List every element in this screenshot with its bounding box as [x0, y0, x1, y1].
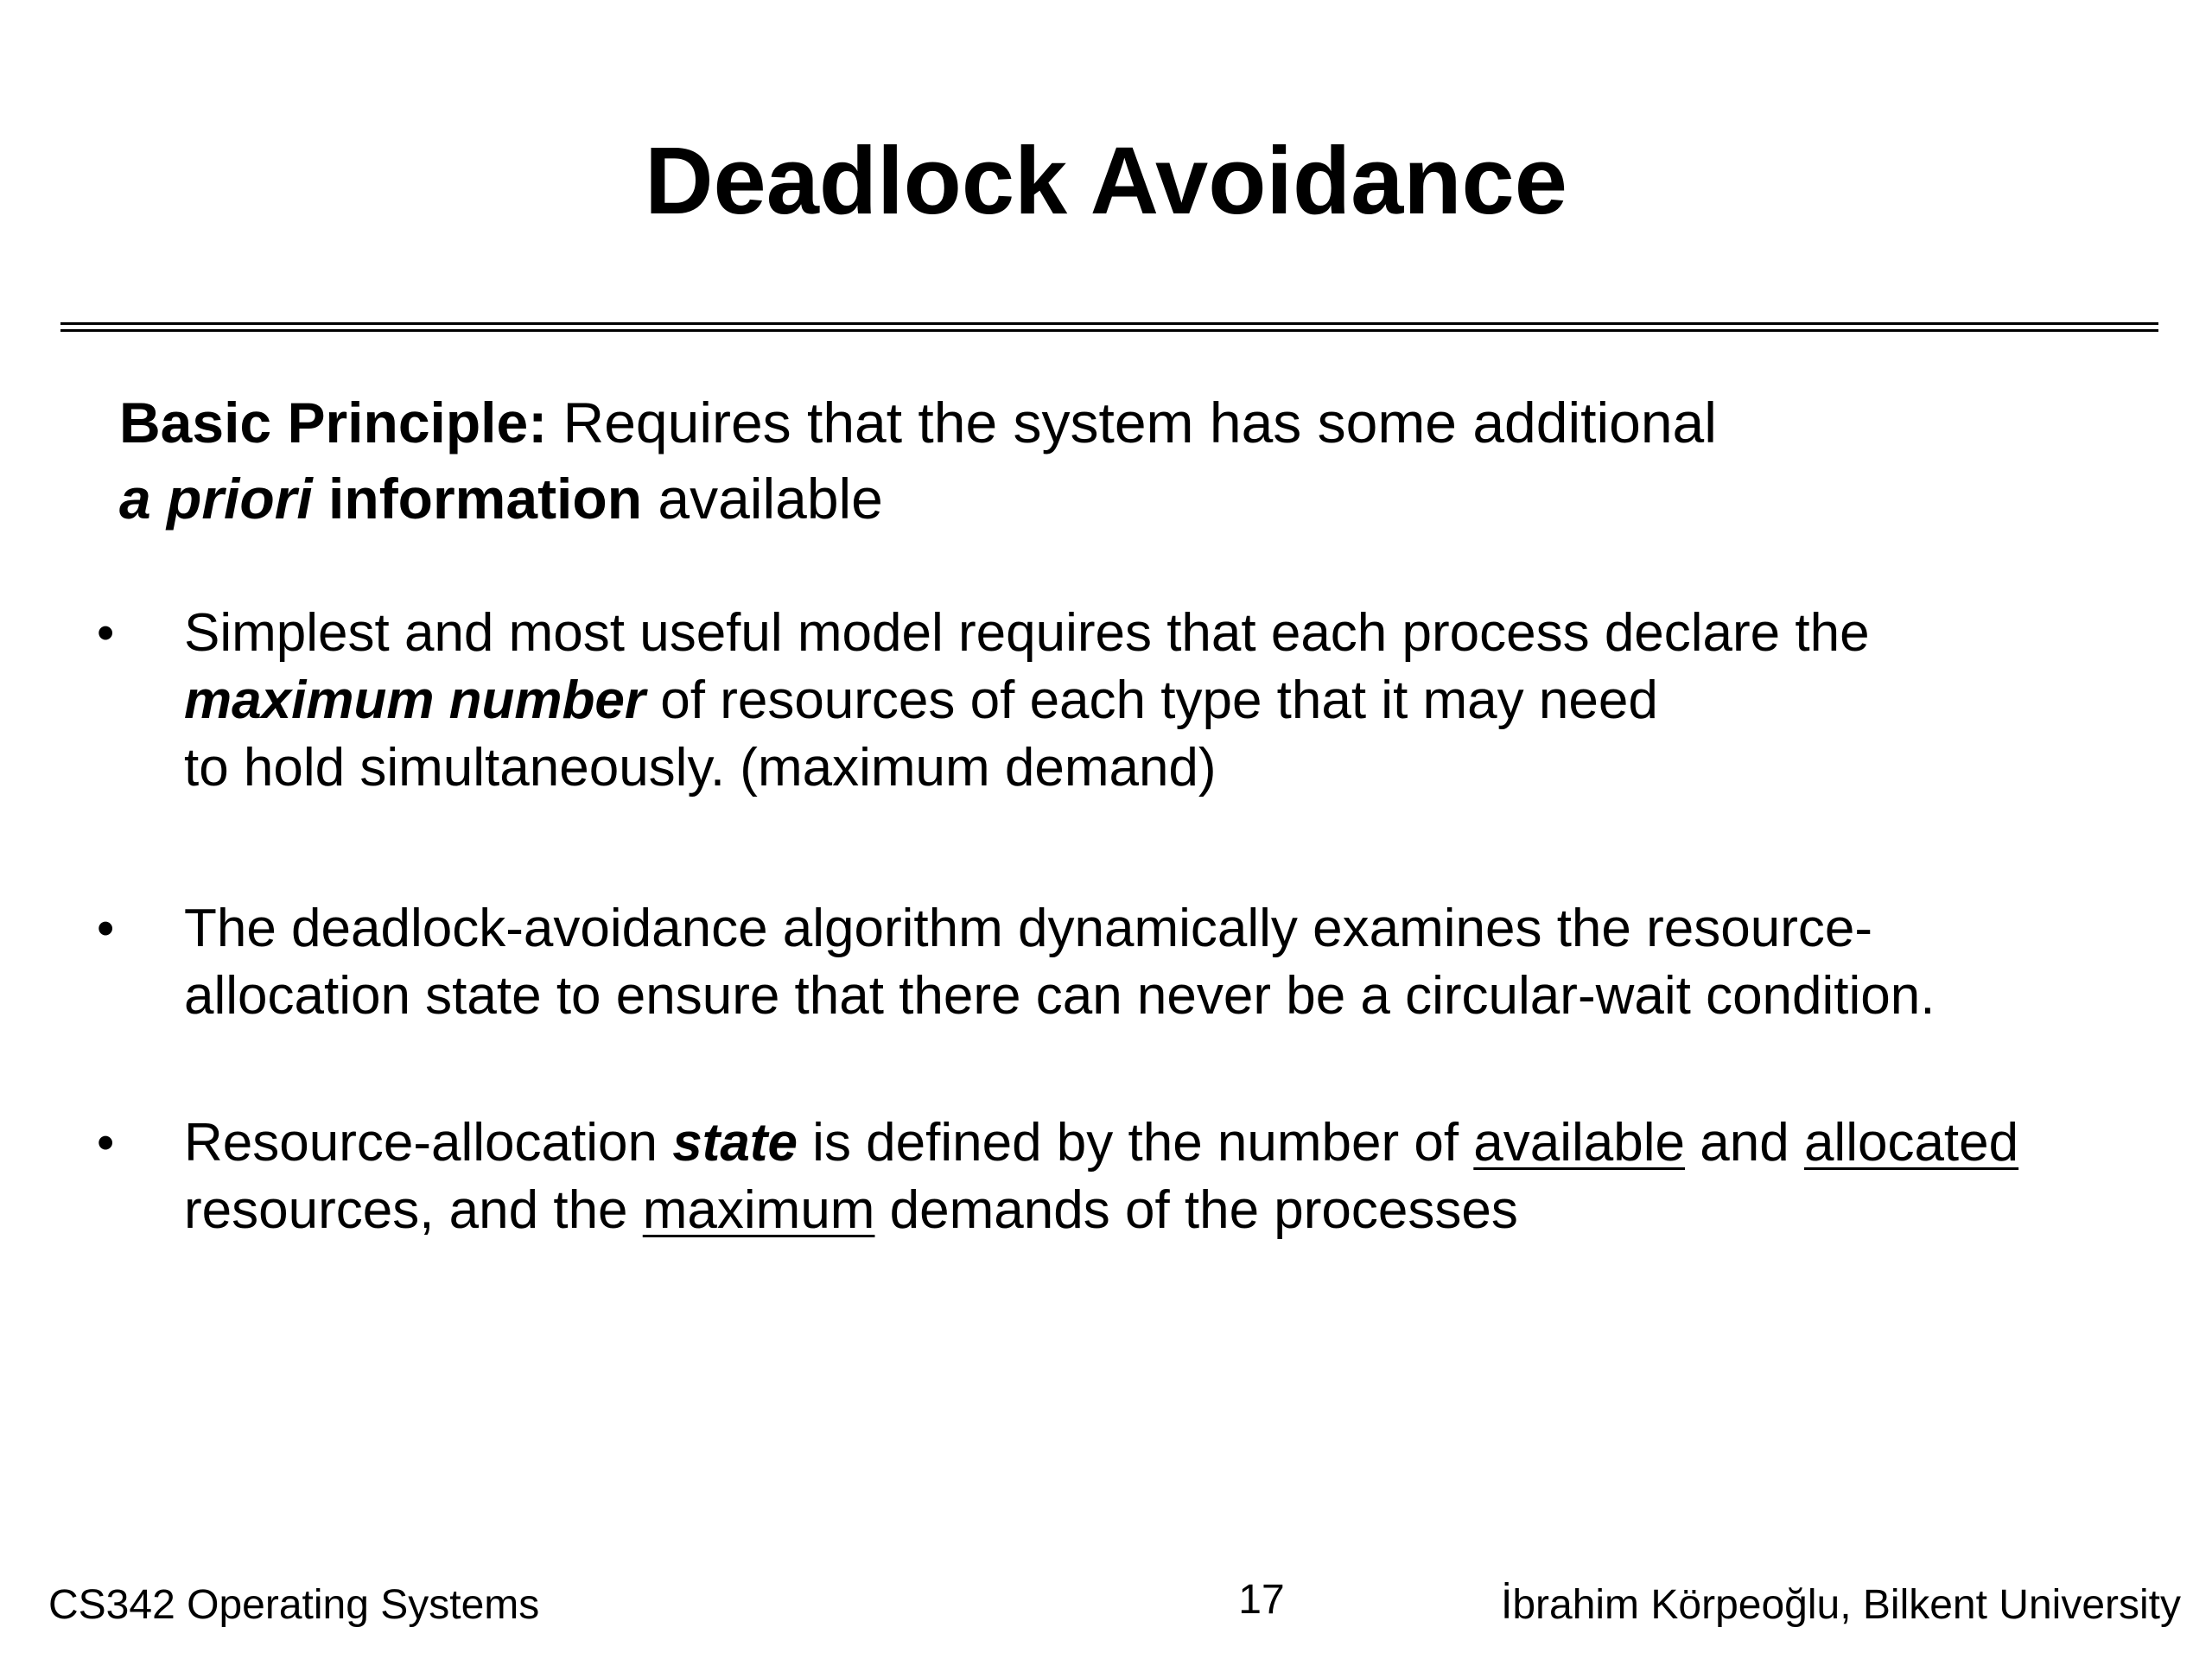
bullet-1-line-2-rest: of resources of each type that it may need	[645, 671, 1658, 730]
bullet-dot: •	[97, 1115, 115, 1171]
principle-line-2	[119, 467, 883, 531]
bullet-3-seg-3: and	[1685, 1113, 1804, 1173]
bullet-3-underline-available: available	[1473, 1113, 1686, 1173]
bullet-1-line-1: Simplest and most useful model requires that each process declare the	[184, 603, 1870, 663]
principle-line-1	[119, 391, 1717, 454]
principle-text-2: available	[642, 467, 883, 531]
bullet-1-emph: maximum number	[184, 671, 646, 730]
title-divider-top	[60, 322, 2158, 325]
bullet-3-line-1	[184, 1109, 2171, 1177]
bullet-3-seg-1: Resource-allocation	[184, 1113, 673, 1173]
bullet-3-seg-2: is defined by the number of	[797, 1113, 1474, 1173]
bullet-text	[184, 600, 2171, 802]
bullet-3-emph: state	[672, 1113, 798, 1173]
bullet-3-underline-maximum: maximum	[642, 1180, 875, 1240]
bullet-1-line-3: to hold simultaneously. (maximum demand)	[184, 738, 1217, 798]
title-divider-bottom	[60, 329, 2158, 332]
bullet-text	[184, 1109, 2171, 1244]
bullet-3-underline-allocated: allocated	[1803, 1113, 2019, 1173]
footer-course: CS342 Operating Systems	[48, 1582, 540, 1628]
bullet-2-line-2: allocation state to ensure that there can never be a circular-wait condition.	[184, 966, 1936, 1026]
footer-author: İbrahim Körpeoğlu, Bilkent University	[1500, 1582, 2181, 1628]
principle-text-1: Requires that the system has some additional	[547, 391, 1717, 454]
bullet-3-seg-5: demands of the processes	[874, 1180, 1518, 1240]
footer-page-number: 17	[1238, 1577, 1285, 1623]
bullet-dot: •	[97, 900, 115, 957]
bullet-1-line-2	[184, 667, 2171, 734]
bullet-2-line-1: The deadlock-avoidance algorithm dynamically examines the resource-	[184, 899, 1872, 958]
bullet-text	[184, 895, 2171, 1030]
bullet-dot: •	[97, 605, 115, 661]
basic-principle	[119, 385, 2107, 537]
principle-label: Basic Principle:	[119, 391, 548, 454]
bullet-3-line-2	[184, 1177, 2171, 1244]
bullet-3-seg-4: resources, and the	[184, 1180, 643, 1240]
slide-title: Deadlock Avoidance	[645, 128, 1567, 234]
principle-strong: information	[312, 467, 643, 531]
principle-emph: a priori	[119, 467, 313, 531]
